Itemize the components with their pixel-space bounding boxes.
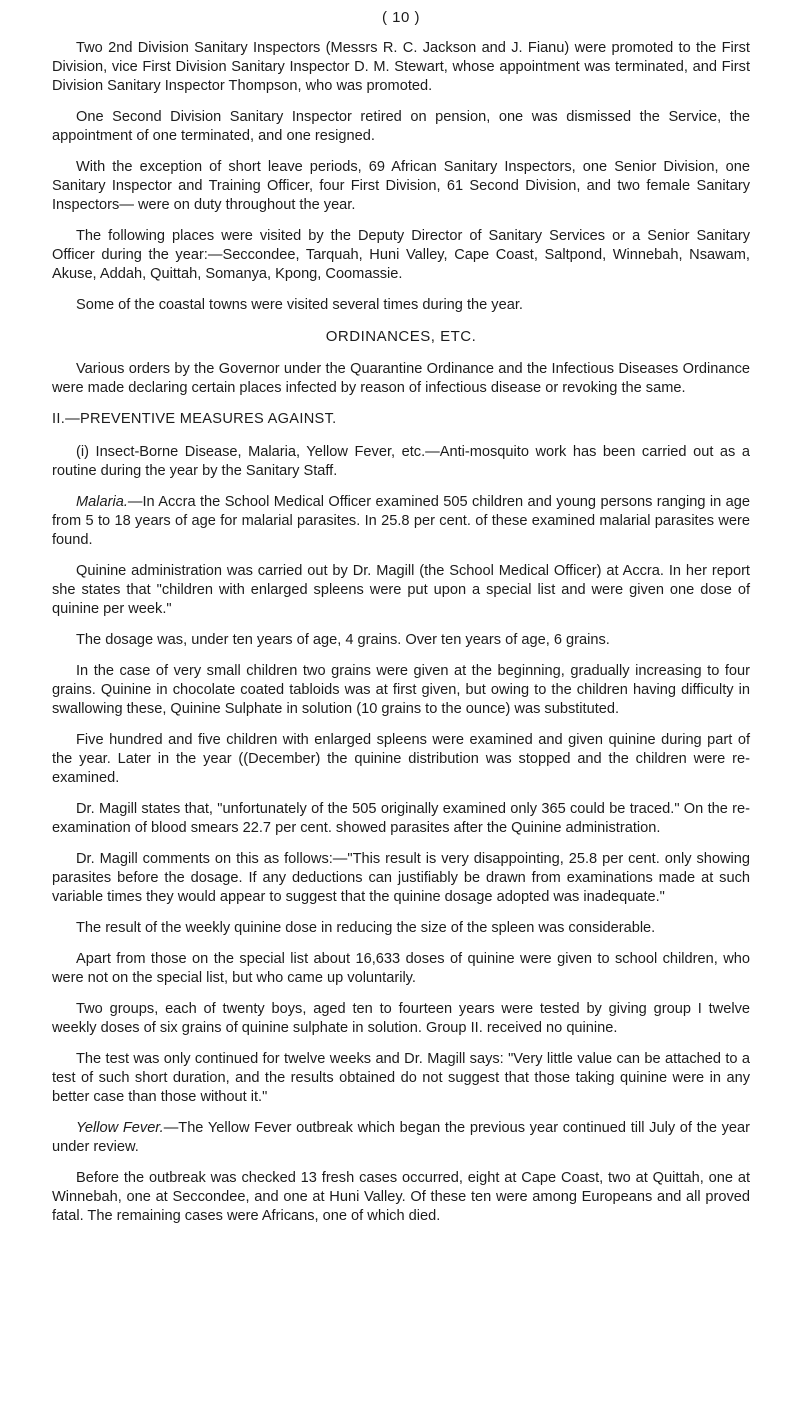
paragraph-outbreak-cases: Before the outbreak was checked 13 fresh cases occurred, eight at Cape Coast, two at Quittah, one at Winnebah, one at Seccondee, and one at Huni Valley. Of these ten were among Europeans and all proved fatal. The remaining cases were Africans, one of which died. bbox=[52, 1170, 750, 1224]
paragraph-quinine-administration: Quinine administration was carried out by Dr. Magill (the School Medical Officer) at Accra. In her report she states that "children with enlarged spleens were put upon a special list and were given one dose of quinine per week." bbox=[52, 563, 750, 617]
paragraph-retirements: One Second Division Sanitary Inspector retired on pension, one was dismissed the Service, the appointment of one terminated, and one resigned. bbox=[52, 109, 750, 144]
paragraph-re-examination: Dr. Magill states that, "unfortunately of the 505 originally examined only 365 could be traced." On the re-examination of blood smears 22.7 per cent. showed parasites after the Quinine administration. bbox=[52, 801, 750, 836]
page-number: ( 10 ) bbox=[381, 9, 420, 26]
heading-ordinances: ORDINANCES, ETC. bbox=[325, 328, 477, 345]
yellow-fever-text: —The Yellow Fever outbreak which began the previous year continued till July of the year under review. bbox=[52, 1120, 751, 1155]
yellow-fever-label: Yellow Fever. bbox=[76, 1120, 164, 1136]
paragraph-voluntary-doses: Apart from those on the special list about 16,633 doses of quinine were given to school children, who were not on the special list, but who came up voluntarily. bbox=[52, 951, 750, 986]
paragraph-dosage: The dosage was, under ten years of age, 4 grains. Over ten years of age, 6 grains. bbox=[76, 632, 610, 648]
paragraph-spleen-result: The result of the weekly quinine dose in reducing the size of the spleen was considerable. bbox=[76, 920, 656, 936]
paragraph-yellow-fever bbox=[52, 1119, 750, 1157]
paragraph-ordinances: Various orders by the Governor under the Quarantine Ordinance and the Infectious Diseases Ordinance were made declaring certain places infected by reason of infectious disease or revoking the same. bbox=[52, 361, 750, 396]
malaria-label: Malaria. bbox=[76, 494, 128, 510]
paragraph-test-groups: Two groups, each of twenty boys, aged ten to fourteen years were tested by giving group I twelve weekly doses of six grains of quinine sulphate in solution. Group II. received no quinine. bbox=[52, 1001, 750, 1036]
paragraph-malaria bbox=[52, 493, 750, 550]
paragraph-comments: Dr. Magill comments on this as follows:—"This result is very disappointing, 25.8 per cent. only showing parasites before the dosage. If any deductions can justifiably be drawn from examinations made at such variable times they would appear to suggest that the quinine dosage adopted was inadequate." bbox=[52, 851, 750, 905]
paragraph-enlarged-spleens: Five hundred and five children with enlarged spleens were examined and given quinine during part of the year. Later in the year ((December) the quinine distribution was stopped and the children were re-examined. bbox=[52, 732, 750, 786]
paragraph-small-children: In the case of very small children two grains were given at the beginning, gradually increasing to four grains. Quinine in chocolate coated tabloids was at first given, but owing to the children having difficulty in swallowing these, Quinine Sulphate in solution (10 grains to the ounce) was substituted. bbox=[52, 663, 750, 717]
paragraph-promotions: Two 2nd Division Sanitary Inspectors (Messrs R. C. Jackson and J. Fianu) were promoted to the First Division, vice First Division Sanitary Inspector D. M. Stewart, whose appointment was terminated, and First Division Sanitary Inspector Thompson, who was promoted. bbox=[52, 40, 750, 94]
paragraph-test-duration: The test was only continued for twelve weeks and Dr. Magill says: "Very little value can be attached to a test of such short duration, and the results obtained do not suggest that those taking quinine were in any better case than those without it." bbox=[52, 1051, 750, 1105]
paragraph-insect-borne-disease: (i) Insect-Borne Disease, Malaria, Yellow Fever, etc.—Anti-mosquito work has been carried out as a routine during the year by the Sanitary Staff. bbox=[52, 444, 750, 479]
paragraph-places-visited: The following places were visited by the Deputy Director of Sanitary Services or a Senior Sanitary Officer during the year:—Seccondee, Tarquah, Huni Valley, Cape Coast, Saltpond, Winnebah, Nsawam, Akuse, Addah, Quittah, Somanya, Kpong, Coomassie. bbox=[52, 228, 750, 282]
paragraph-coastal-towns: Some of the coastal towns were visited several times during the year. bbox=[76, 297, 523, 313]
heading-preventive-measures: II.—PREVENTIVE MEASURES AGAINST. bbox=[52, 411, 337, 427]
malaria-text: —In Accra the School Medical Officer examined 505 children and young persons ranging in age from 5 to 18 years of age for malarial parasites. In 25.8 per cent. of these examined malarial parasites were found. bbox=[52, 494, 750, 548]
paragraph-staff-on-duty: With the exception of short leave periods, 69 African Sanitary Inspectors, one Senior Division, one Sanitary Inspector and Training Officer, four First Division, 61 Second Division, and two female Sanitary Inspectors— were on duty throughout the year. bbox=[52, 159, 750, 213]
